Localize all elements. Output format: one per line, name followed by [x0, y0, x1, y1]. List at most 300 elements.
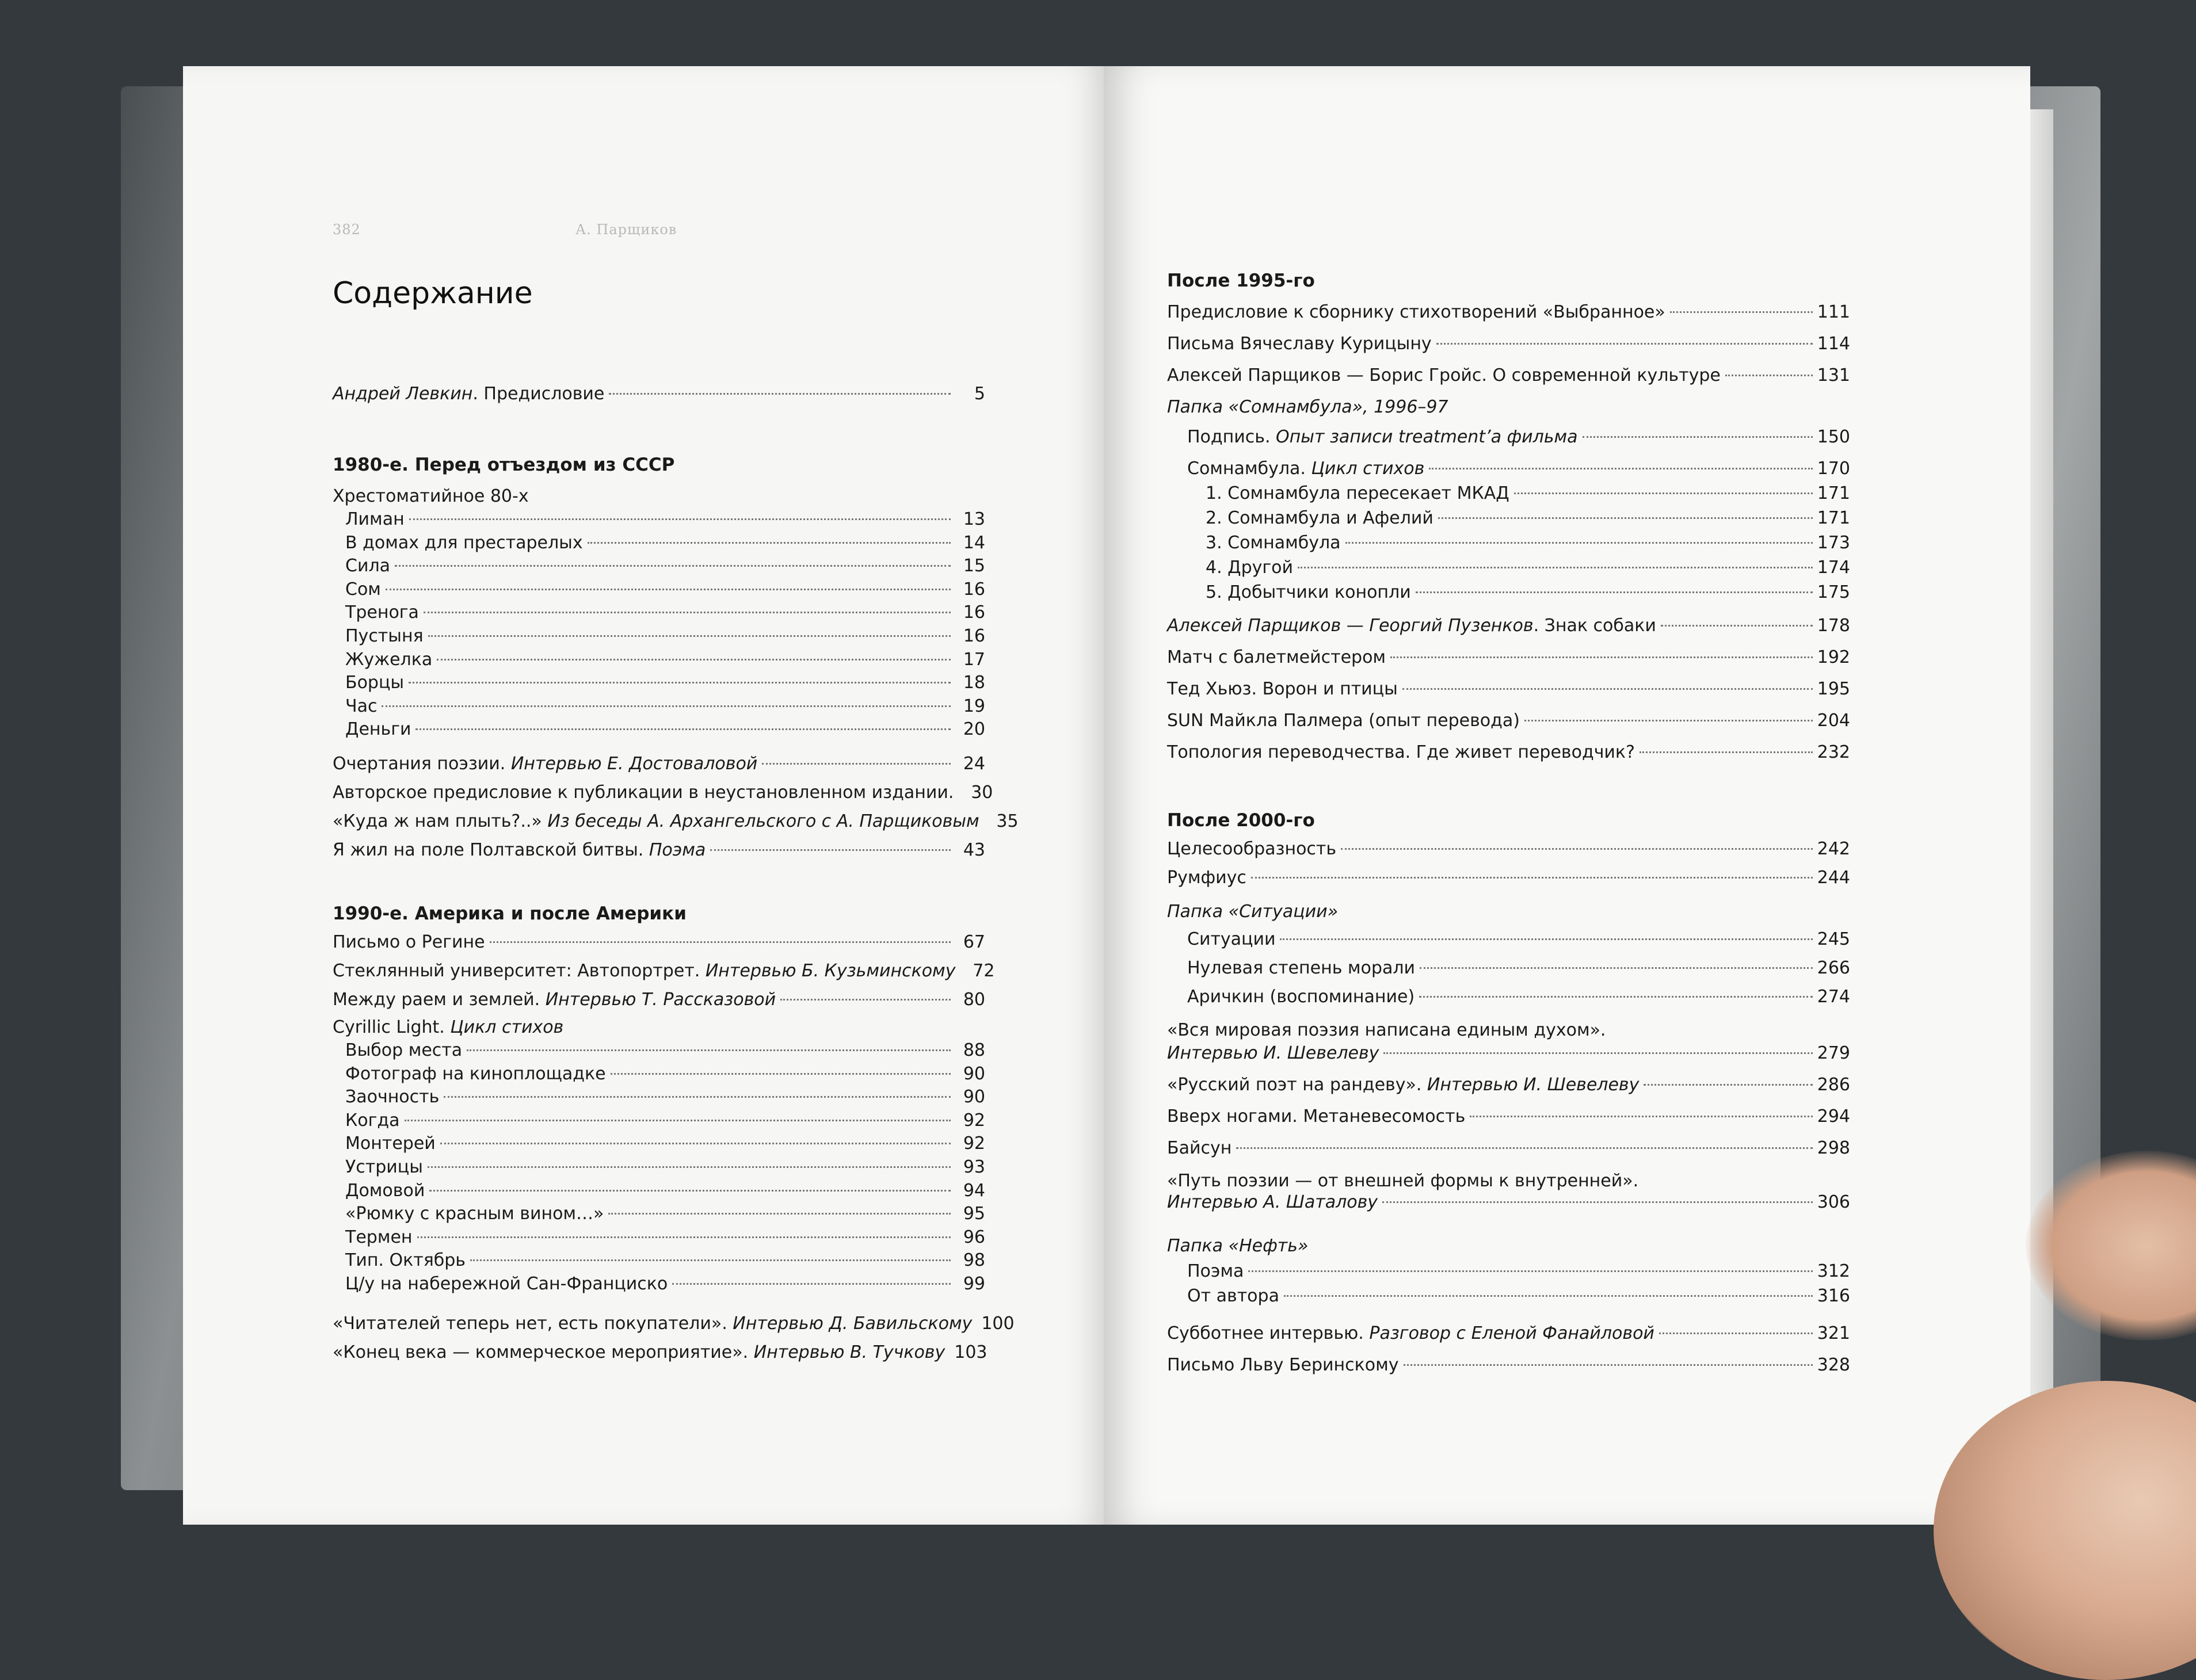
- page-number: 67: [963, 932, 985, 952]
- dot-leader: [1514, 491, 1813, 494]
- page-number: 5: [974, 384, 985, 404]
- toc-entry: [1167, 1138, 1850, 1159]
- page-number: 96: [963, 1227, 985, 1247]
- entry-text: В домах для престарелых: [345, 532, 583, 553]
- poem-entry: [345, 556, 985, 576]
- page-number: 20: [963, 719, 985, 740]
- dot-leader: [608, 1212, 951, 1215]
- entry-title: [345, 1181, 425, 1201]
- cycle-label: Cyrillic Light. Цикл стихов: [333, 1017, 564, 1037]
- dot-leader: [611, 1072, 951, 1075]
- entry-title: [1167, 616, 1656, 636]
- page-number: 80: [963, 990, 985, 1010]
- page-number: 178: [1817, 616, 1850, 636]
- toc-entry: [1167, 1192, 1850, 1213]
- toc-entry: [333, 990, 985, 1010]
- dot-leader: [429, 1189, 951, 1192]
- dot-leader: [382, 704, 951, 707]
- dot-leader: [424, 610, 951, 613]
- page-number: 72: [973, 961, 995, 981]
- dot-leader: [1383, 1051, 1812, 1054]
- sub-entry: [1206, 483, 1850, 504]
- entry-text: Тип. Октябрь: [345, 1250, 466, 1271]
- entry-title: [345, 1040, 462, 1061]
- dot-leader: [1659, 1331, 1813, 1334]
- entry-text: Сом: [345, 579, 381, 600]
- toc-entry: [1167, 711, 1850, 731]
- entry-italic: Поэма: [649, 840, 706, 860]
- entry-text: Байсун: [1167, 1138, 1232, 1158]
- section-heading: 1990-е. Америка и после Америки: [333, 903, 687, 924]
- entry-text: Очертания поэзии.: [333, 754, 511, 774]
- entry-text: Подпись.: [1187, 427, 1276, 447]
- page-number: 232: [1817, 742, 1850, 762]
- dot-leader: [395, 564, 951, 567]
- dot-leader: [386, 587, 951, 590]
- poem-entry: [345, 602, 985, 623]
- entry-text: Борцы: [345, 673, 405, 693]
- dot-leader: [417, 1235, 951, 1238]
- page-number: 170: [1817, 459, 1850, 479]
- entry-title: [333, 384, 604, 404]
- entry-italic: Интервью Д. Бавильскому: [733, 1314, 973, 1334]
- entry-text: . Предисловие: [472, 384, 605, 404]
- entry-title: [333, 961, 955, 982]
- entry-title: [333, 754, 757, 774]
- dot-leader: [1420, 966, 1813, 969]
- entry-title: [1187, 987, 1415, 1007]
- entry-text: 4. Другой: [1206, 558, 1294, 578]
- entry-title: [333, 932, 485, 953]
- entry-title: [1167, 868, 1246, 888]
- entry-title: [345, 1133, 436, 1154]
- entry-text: Целесообразность: [1167, 839, 1337, 859]
- sub-entry: [1206, 582, 1850, 603]
- entry-title: [1167, 1355, 1399, 1376]
- poem-entry: [345, 1064, 985, 1085]
- toc-entry: [333, 932, 985, 953]
- dot-leader: [1661, 624, 1813, 627]
- poem-entry: [345, 1157, 985, 1178]
- entry-text: Вверх ногами. Метаневесомость: [1167, 1106, 1466, 1127]
- page-number: 103: [954, 1342, 988, 1362]
- dot-leader: [1345, 541, 1813, 544]
- entry-text: SUN Майкла Палмера (опыт перевода): [1167, 711, 1520, 731]
- poem-entry: [345, 673, 985, 693]
- toc-entry: [1187, 987, 1850, 1007]
- entry-title: [1167, 334, 1432, 354]
- toc-entry: [1167, 839, 1850, 860]
- dot-leader: [1251, 876, 1813, 879]
- entry-text: Заочность: [345, 1087, 440, 1108]
- toc-entry: [1187, 1286, 1850, 1307]
- entry-title: [1167, 1138, 1232, 1159]
- poem-entry: [345, 1110, 985, 1131]
- toc-entry: [333, 961, 995, 982]
- entry-text: Письма Вячеславу Курицыну: [1167, 334, 1432, 354]
- page-number: 15: [963, 556, 985, 576]
- entry-text: Лиман: [345, 509, 405, 529]
- entry-title: [1206, 582, 1411, 603]
- entry-text: 2. Сомнамбула и Афелий: [1206, 508, 1434, 528]
- toc-entry: [333, 782, 993, 803]
- dot-leader: [672, 1282, 951, 1285]
- entry-text: Устрицы: [345, 1157, 423, 1177]
- toc-entry: [1167, 334, 1850, 354]
- page-number: 244: [1817, 868, 1850, 888]
- entry-text: Между раем и землей.: [333, 990, 546, 1010]
- page-number: 88: [963, 1040, 985, 1060]
- entry-text: 3. Сомнамбула: [1206, 533, 1341, 553]
- page-number: 294: [1817, 1106, 1850, 1127]
- toc-entry: [333, 811, 1019, 832]
- entry-title: [345, 626, 424, 647]
- entry-text: Я жил на поле Полтавской битвы.: [333, 840, 649, 860]
- entry-title: [333, 990, 776, 1010]
- dot-leader: [405, 1118, 951, 1121]
- toc-entry: [1167, 647, 1850, 668]
- dot-leader: [428, 1165, 951, 1168]
- sub-entry: [1206, 558, 1850, 578]
- dot-leader: [409, 517, 951, 520]
- entry-title: [1167, 647, 1386, 668]
- entry-text: Тренога: [345, 602, 419, 623]
- page-number: 16: [963, 579, 985, 600]
- entry-title: [345, 1110, 400, 1131]
- entry-text: 1. Сомнамбула пересекает МКАД: [1206, 483, 1509, 503]
- toc-entry: [1167, 1075, 1850, 1095]
- toc-entry: [1167, 1043, 1850, 1064]
- poem-entry: [345, 1181, 985, 1201]
- entry-text: Пустыня: [345, 626, 424, 646]
- page-number: 18: [963, 673, 985, 693]
- entry-text: Письмо Льву Беринскому: [1167, 1355, 1399, 1375]
- toc-entry: [1187, 459, 1850, 479]
- page-number: 90: [963, 1063, 985, 1084]
- entry-title: [333, 811, 979, 832]
- toc-entry: [1167, 742, 1850, 763]
- entry-text: Ц/у на набережной Сан-Франциско: [345, 1274, 668, 1294]
- entry-title: [1167, 1106, 1465, 1127]
- entry-title: [1206, 508, 1434, 529]
- toc-entry: [1187, 1261, 1850, 1282]
- dot-leader: [440, 1141, 951, 1144]
- page-number: 93: [963, 1157, 985, 1177]
- toc-entry: [333, 840, 985, 861]
- page-number: 111: [1817, 302, 1850, 322]
- sub-entry: [1206, 533, 1850, 553]
- entry-text: Час: [345, 696, 378, 716]
- entry-text: Жужелка: [345, 649, 433, 670]
- ghost-page-number: 382: [333, 222, 361, 238]
- page-number: 204: [1817, 711, 1850, 731]
- poem-entry: [345, 509, 985, 530]
- dot-leader: [609, 392, 951, 395]
- entry-title: [333, 782, 954, 803]
- page-number: 192: [1817, 647, 1850, 667]
- page-number: 274: [1817, 987, 1850, 1007]
- page-number: 298: [1817, 1138, 1850, 1158]
- entry-text: 5. Добытчики конопли: [1206, 582, 1411, 602]
- dot-leader: [1248, 1269, 1812, 1272]
- entry-title: [333, 840, 706, 861]
- toc-entry: [1167, 868, 1850, 888]
- entry-title: [1206, 483, 1509, 504]
- entry-text: «Конец века — коммерческое мероприятие».: [333, 1342, 754, 1362]
- entry-title: [1187, 427, 1578, 448]
- page-number: 19: [963, 696, 985, 716]
- entry-title: [1187, 958, 1415, 979]
- dot-leader: [444, 1095, 951, 1098]
- multiline-entry-line: «Путь поэзии — от внешней формы к внутренней».: [1167, 1171, 1639, 1191]
- page-number: 245: [1817, 929, 1850, 949]
- entry-text: Субботнее интервью.: [1167, 1323, 1370, 1343]
- dot-leader: [470, 1258, 951, 1261]
- dot-leader: [1436, 342, 1813, 345]
- page-number: 195: [1817, 679, 1850, 699]
- dot-leader: [1298, 566, 1813, 568]
- entry-title: [1167, 679, 1398, 700]
- entry-title: [1167, 1192, 1378, 1213]
- entry-title: [1167, 839, 1336, 860]
- entry-italic: Интервью И. Шевелеву: [1427, 1075, 1640, 1095]
- page-number: 174: [1817, 558, 1850, 578]
- entry-italic: Интервью Е. Достоваловой: [510, 754, 758, 774]
- entry-italic: Из беседы А. Архангельского с А. Парщиковым: [547, 811, 979, 831]
- page-number: 321: [1817, 1323, 1850, 1343]
- dot-leader: [415, 727, 951, 730]
- entry-italic: Алексей Парщиков — Георгий Пузенков: [1167, 616, 1534, 636]
- entry-text: Ситуации: [1187, 929, 1276, 949]
- dot-leader: [780, 998, 951, 1001]
- entry-text: Авторское предисловие к публикации в неустановленном издании.: [333, 782, 954, 803]
- dot-leader: [710, 848, 951, 851]
- toc-entry: [1187, 929, 1850, 950]
- page-number: 92: [963, 1110, 985, 1131]
- page-number: 13: [963, 509, 985, 529]
- entry-text: Алексей Парщиков — Борис Гройс. О современной культуре: [1167, 365, 1721, 385]
- dot-leader: [437, 658, 951, 660]
- dot-leader: [1402, 687, 1813, 690]
- poem-entry: [345, 1227, 985, 1248]
- poem-entry: [345, 1040, 985, 1061]
- entry-title: [345, 509, 405, 530]
- poem-entry: [345, 579, 985, 600]
- dot-leader: [1390, 655, 1813, 658]
- dot-leader: [762, 762, 951, 765]
- entry-title: [1167, 1075, 1639, 1095]
- dot-leader: [1438, 516, 1813, 519]
- toc-entry: [333, 1342, 988, 1363]
- dot-leader: [409, 681, 951, 684]
- entry-title: [345, 556, 390, 576]
- entry-title: [345, 1204, 604, 1224]
- entry-title: [1167, 302, 1665, 323]
- toc-entry: [1167, 302, 1850, 323]
- page-number: 171: [1817, 508, 1850, 528]
- page-number: 16: [963, 626, 985, 646]
- entry-text: Когда: [345, 1110, 400, 1131]
- entry-title: [345, 1250, 466, 1271]
- entry-text: Тед Хьюз. Ворон и птицы: [1167, 679, 1398, 699]
- entry-text: От автора: [1187, 1286, 1279, 1306]
- dot-leader: [1429, 467, 1812, 469]
- entry-italic: Интервью В. Тучкову: [753, 1342, 946, 1362]
- entry-title: [333, 1314, 972, 1334]
- entry-italic: Опыт записи treatment’a фильма: [1276, 427, 1578, 447]
- entry-text: Термен: [345, 1227, 413, 1247]
- entry-italic: Цикл стихов: [1311, 459, 1425, 479]
- page-number: 17: [963, 649, 985, 670]
- page-number: 114: [1817, 334, 1850, 354]
- entry-text: Топология переводчества. Где живет переводчик?: [1167, 742, 1635, 762]
- toc-entry: [1167, 1323, 1850, 1344]
- entry-text: Стеклянный университет: Автопортрет.: [333, 961, 706, 981]
- page-number: 92: [963, 1133, 985, 1154]
- entry-text: Сила: [345, 556, 391, 576]
- page-number: 242: [1817, 839, 1850, 859]
- entry-title: [345, 1274, 668, 1295]
- poem-entry: [345, 1087, 985, 1108]
- page-number: 316: [1817, 1286, 1850, 1306]
- dot-leader: [467, 1048, 951, 1051]
- section-heading: После 1995-го: [1167, 270, 1315, 291]
- entry-title: [1167, 711, 1520, 731]
- poem-entry: [345, 626, 985, 647]
- entry-italic: Андрей Левкин: [333, 384, 473, 404]
- entry-text: Нулевая степень морали: [1187, 958, 1416, 978]
- dot-leader: [1382, 1200, 1813, 1203]
- entry-text: Румфиус: [1167, 868, 1246, 888]
- dot-leader: [1341, 847, 1813, 850]
- toc-entry: [1167, 365, 1850, 386]
- page-number: 98: [963, 1250, 985, 1271]
- entry-title: [1187, 929, 1275, 950]
- toc-entry: [1167, 679, 1850, 700]
- entry-title: [1167, 1323, 1654, 1344]
- dot-leader: [1404, 1363, 1813, 1366]
- dot-leader: [490, 940, 951, 943]
- folder-label: Папка «Нефть»: [1167, 1236, 1309, 1256]
- dot-leader: [1670, 310, 1813, 313]
- section-heading: После 2000-го: [1167, 810, 1315, 831]
- entry-title: [1187, 1261, 1244, 1282]
- sub-entry: [1206, 508, 1850, 529]
- entry-text: «Русский поэт на рандеву».: [1167, 1075, 1427, 1095]
- page-number: 312: [1817, 1261, 1850, 1281]
- subgroup-label: Хрестоматийное 80-х: [333, 486, 529, 506]
- page-number: 35: [996, 811, 1019, 831]
- entry-title: [345, 719, 411, 740]
- page-number: 99: [963, 1274, 985, 1294]
- page-number: 279: [1817, 1043, 1850, 1063]
- entry-text: Матч с балетмейстером: [1167, 647, 1386, 667]
- entry-text: Предисловие к сборнику стихотворений «Выбранное»: [1167, 302, 1665, 322]
- poem-entry: [345, 650, 985, 670]
- entry-text: Монтерей: [345, 1133, 436, 1154]
- page-number: 328: [1817, 1355, 1850, 1375]
- entry-text: Аричкин (воспоминание): [1187, 987, 1415, 1007]
- entry-text: Деньги: [345, 719, 411, 740]
- entry-title: [345, 579, 381, 600]
- entry-italic: Интервью А. Шаталову: [1167, 1192, 1378, 1212]
- entry-italic: Разговор с Еленой Фанайловой: [1369, 1323, 1654, 1343]
- folder-label: Папка «Сомнамбула», 1996–97: [1167, 397, 1448, 417]
- page-number: 306: [1817, 1192, 1850, 1212]
- poem-entry: [345, 696, 985, 717]
- entry-text: «Читателей теперь нет, есть покупатели».: [333, 1314, 733, 1334]
- page-number: 90: [963, 1087, 985, 1108]
- dot-leader: [1725, 373, 1813, 376]
- entry-text: «Куда ж нам плыть?..»: [333, 811, 548, 831]
- dot-leader: [1524, 719, 1813, 721]
- poem-entry: [345, 533, 985, 553]
- entry-text: Поэма: [1187, 1261, 1244, 1281]
- dot-leader: [1640, 750, 1813, 753]
- entry-text: Сомнамбула.: [1187, 459, 1312, 479]
- page-number: 100: [981, 1314, 1015, 1334]
- toc-entry: [1167, 1106, 1850, 1127]
- intro-entry: [333, 384, 985, 404]
- dot-leader: [428, 634, 951, 637]
- dot-leader: [588, 541, 951, 544]
- page-number: 131: [1817, 365, 1850, 385]
- entry-text: «Рюмку с красным вином…»: [345, 1204, 604, 1224]
- entry-text: Выбор места: [345, 1040, 463, 1060]
- page-number: 16: [963, 602, 985, 623]
- dot-leader: [1236, 1146, 1812, 1149]
- entry-text: Фотограф на киноплощадке: [345, 1063, 606, 1084]
- dot-leader: [1583, 435, 1813, 438]
- entry-text: . Знак собаки: [1533, 616, 1656, 636]
- poem-entry: [345, 1133, 985, 1154]
- dot-leader: [1416, 590, 1813, 593]
- toc-entry: [333, 1314, 1015, 1334]
- entry-title: [345, 1227, 413, 1248]
- entry-title: [345, 673, 404, 693]
- page-number: 266: [1817, 958, 1850, 978]
- toc-entry: [1167, 1355, 1850, 1376]
- multiline-entry-line: «Вся мировая поэзия написана единым духом».: [1167, 1020, 1606, 1040]
- entry-title: [1187, 459, 1424, 479]
- toc-entry: [333, 754, 985, 774]
- section-heading: 1980-е. Перед отъездом из СССР: [333, 455, 675, 475]
- toc-entry: [1167, 616, 1850, 636]
- entry-italic: Интервью Т. Рассказовой: [545, 990, 776, 1010]
- entry-title: [1167, 365, 1721, 386]
- entry-italic: Интервью И. Шевелеву: [1167, 1043, 1379, 1063]
- folder-label: Папка «Ситуации»: [1167, 902, 1339, 922]
- page-number: 171: [1817, 483, 1850, 503]
- entry-text: Домовой: [345, 1180, 425, 1201]
- poem-entry: [345, 1204, 985, 1224]
- entry-title: [345, 533, 583, 553]
- entry-title: [345, 602, 419, 623]
- toc-entry: [1187, 958, 1850, 979]
- entry-italic: Интервью Б. Кузьминскому: [705, 961, 956, 981]
- ghost-running-head: А. Парщиков: [575, 222, 677, 238]
- dot-leader: [1280, 937, 1812, 940]
- page-number: 30: [971, 782, 993, 803]
- page-number: 150: [1817, 427, 1850, 447]
- entry-title: [333, 1342, 945, 1363]
- page-number: 94: [963, 1180, 985, 1201]
- toc-entry: [1187, 427, 1850, 448]
- dot-leader: [1284, 1294, 1813, 1297]
- entry-title: [1167, 1043, 1379, 1064]
- poem-entry: [345, 1274, 985, 1295]
- entry-title: [345, 1087, 439, 1108]
